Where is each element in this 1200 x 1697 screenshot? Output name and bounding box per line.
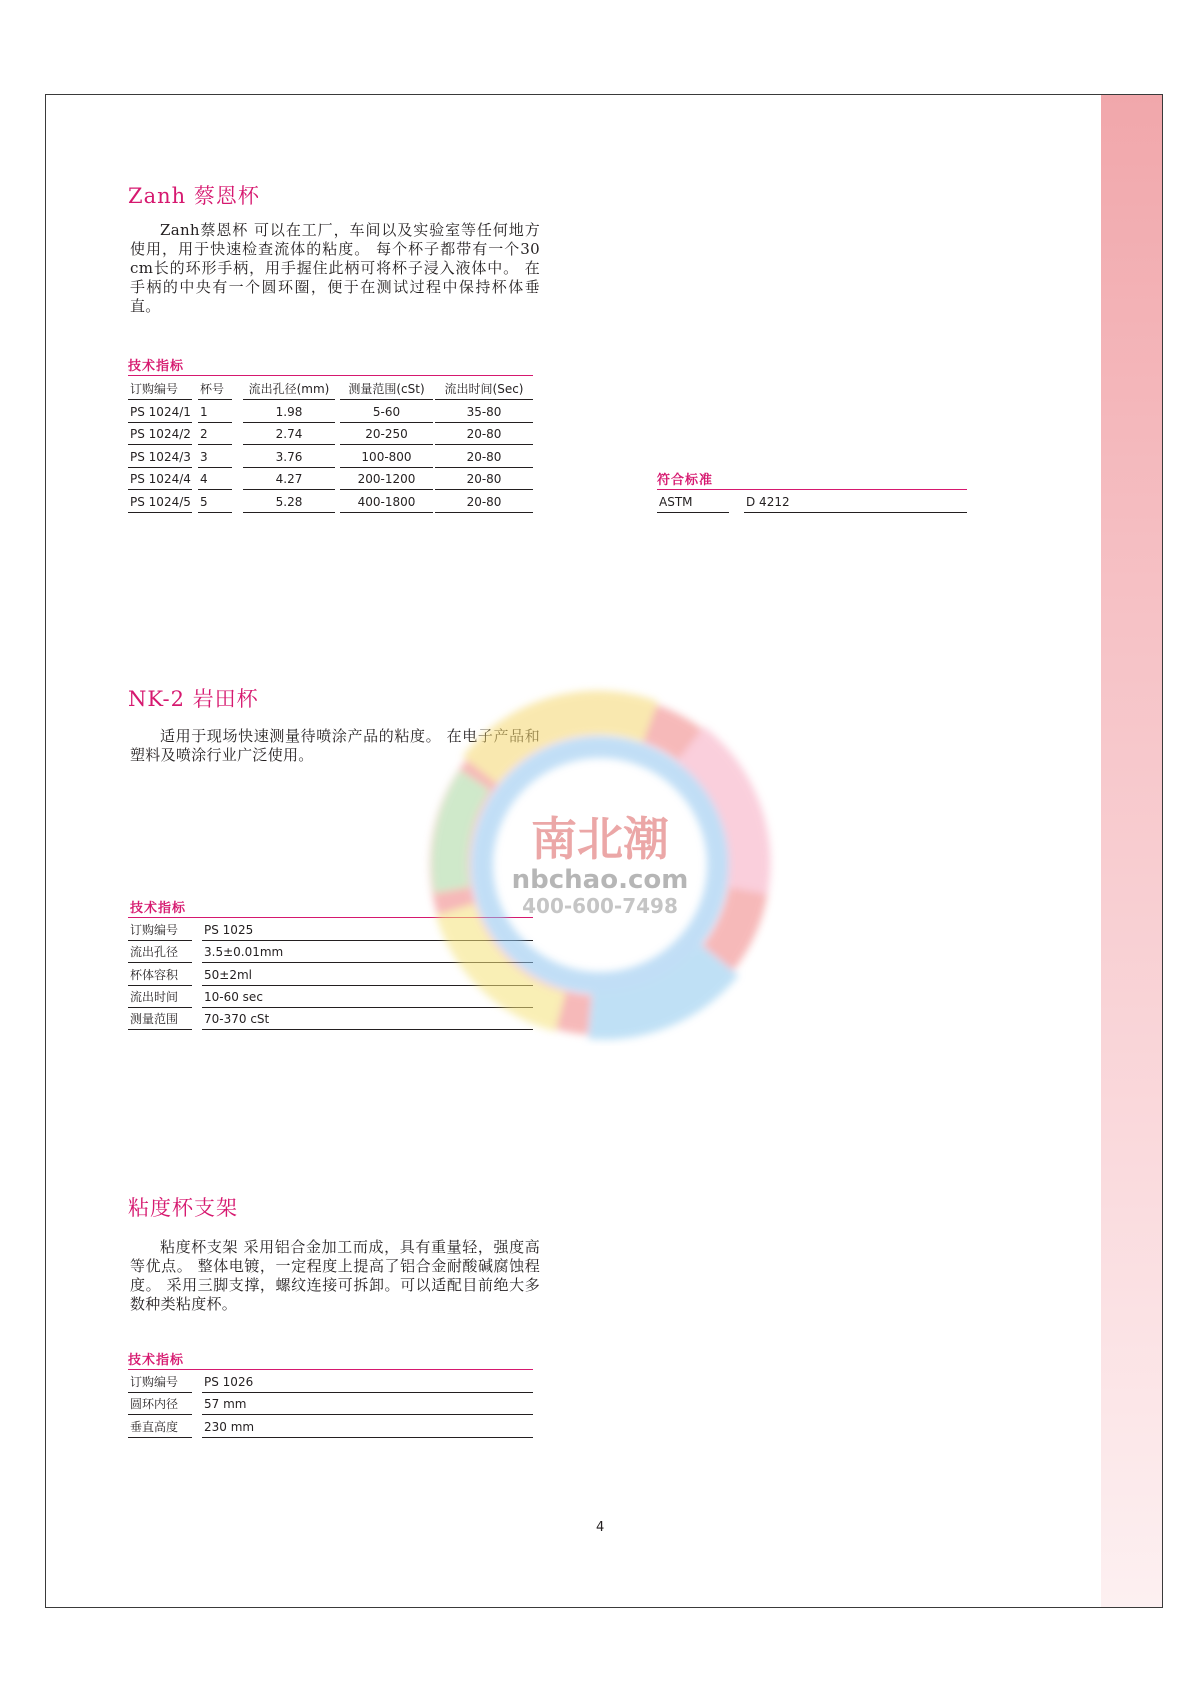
standard-table-cell: ASTM xyxy=(657,491,729,513)
nk2-spec-label: 技术指标 xyxy=(130,901,187,916)
nk2-spec-cell: 流出孔径 xyxy=(128,941,192,963)
nk2-spec-cell: 70-370 cSt xyxy=(202,1008,533,1030)
stand-spec-rule xyxy=(128,1369,533,1370)
zahn-table-cell: 20-80 xyxy=(435,491,533,513)
stand-description: 粘度杯支架 采用铝合金加工而成，具有重量轻，强度高等优点。 整体电镀，一定程度上提高了铝合金耐酸碱腐蚀程度。 采用三脚支撑，螺纹连接可拆卸。可以适配目前绝大多数种类粘度杯。 xyxy=(130,1238,540,1313)
zahn-spec-label: 技术指标 xyxy=(128,359,185,374)
nk2-cup-title: NK-2 岩田杯 xyxy=(128,687,259,711)
stand-spec-cell: 订购编号 xyxy=(128,1371,192,1393)
zahn-table-header-cell: 流出孔径(mm) xyxy=(243,378,335,400)
zahn-table-cell: PS 1024/4 xyxy=(128,468,192,490)
stand-title: 粘度杯支架 xyxy=(128,1196,238,1220)
stand-spec-cell: 圆环内径 xyxy=(128,1393,192,1415)
stand-spec-cell: 垂直高度 xyxy=(128,1416,192,1438)
zahn-cup-description: Zanh蔡恩杯 可以在工厂，车间以及实验室等任何地方使用，用于快速检查流体的粘度。 每个杯子都带有一个30 cm长的环形手柄，用手握住此柄可将杯子浸入液体中。 在手柄的中央有一个圆环圈，便于在测试过程中保持杯体垂直。 xyxy=(130,221,540,315)
standard-table-cell: D 4212 xyxy=(744,491,967,513)
watermark-phone: 400-600-7498 xyxy=(522,894,678,918)
watermark-site: nbchao.com xyxy=(511,865,689,895)
zahn-table-cell: 2.74 xyxy=(243,423,335,445)
nk2-spec-cell: 10-60 sec xyxy=(202,986,533,1008)
nk2-cup-description: 适用于现场快速测量待喷涂产品的粘度。 在电子产品和塑料及喷涂行业广泛使用。 xyxy=(130,727,540,764)
zahn-table-cell: PS 1024/1 xyxy=(128,401,192,423)
zahn-table-cell: 200-1200 xyxy=(340,468,433,490)
standard-rule xyxy=(657,489,967,490)
zahn-table-cell: 20-80 xyxy=(435,468,533,490)
zahn-table-cell: PS 1024/5 xyxy=(128,491,192,513)
zahn-table-cell: 1 xyxy=(198,401,232,423)
stand-spec-cell: 230 mm xyxy=(202,1416,533,1438)
zahn-table-cell: 3 xyxy=(198,446,232,468)
stand-spec-cell: 57 mm xyxy=(202,1393,533,1415)
zahn-table-cell: 5.28 xyxy=(243,491,335,513)
zahn-table-header-cell: 流出时间(Sec) xyxy=(435,378,533,400)
nk2-spec-cell: 杯体容积 xyxy=(128,964,192,986)
zahn-table-header-cell: 订购编号 xyxy=(128,378,192,400)
side-color-band xyxy=(1101,95,1162,1607)
zahn-table-cell: 35-80 xyxy=(435,401,533,423)
stand-spec-label: 技术指标 xyxy=(128,1353,185,1368)
zahn-cup-title: Zanh 蔡恩杯 xyxy=(128,184,260,208)
nk2-spec-cell: PS 1025 xyxy=(202,919,533,941)
nk2-spec-cell: 测量范围 xyxy=(128,1008,192,1030)
zahn-spec-rule xyxy=(128,375,533,376)
zahn-table-cell: 4.27 xyxy=(243,468,335,490)
nk2-spec-cell: 流出时间 xyxy=(128,986,192,1008)
zahn-table-cell: PS 1024/3 xyxy=(128,446,192,468)
zahn-table-cell: 5-60 xyxy=(340,401,433,423)
zahn-table-cell: 2 xyxy=(198,423,232,445)
zahn-table-cell: 4 xyxy=(198,468,232,490)
nk2-spec-cell: 3.5±0.01mm xyxy=(202,941,533,963)
zahn-table-cell: 100-800 xyxy=(340,446,433,468)
zahn-table-header-cell: 杯号 xyxy=(198,378,232,400)
standard-label: 符合标准 xyxy=(657,473,714,488)
stand-spec-cell: PS 1026 xyxy=(202,1371,533,1393)
zahn-table-cell: 3.76 xyxy=(243,446,335,468)
zahn-table-cell: 20-80 xyxy=(435,423,533,445)
zahn-table-cell: 5 xyxy=(198,491,232,513)
zahn-table-header-cell: 测量范围(cSt) xyxy=(340,378,433,400)
nk2-spec-cell: 50±2ml xyxy=(202,964,533,986)
zahn-table-cell: 20-80 xyxy=(435,446,533,468)
watermark-brand: 南北潮 xyxy=(531,812,669,866)
page-number: 4 xyxy=(596,1520,605,1535)
zahn-table-cell: 1.98 xyxy=(243,401,335,423)
zahn-table-cell: 400-1800 xyxy=(340,491,433,513)
zahn-table-cell: PS 1024/2 xyxy=(128,423,192,445)
zahn-table-cell: 20-250 xyxy=(340,423,433,445)
nk2-spec-rule xyxy=(128,917,533,918)
nk2-spec-cell: 订购编号 xyxy=(128,919,192,941)
